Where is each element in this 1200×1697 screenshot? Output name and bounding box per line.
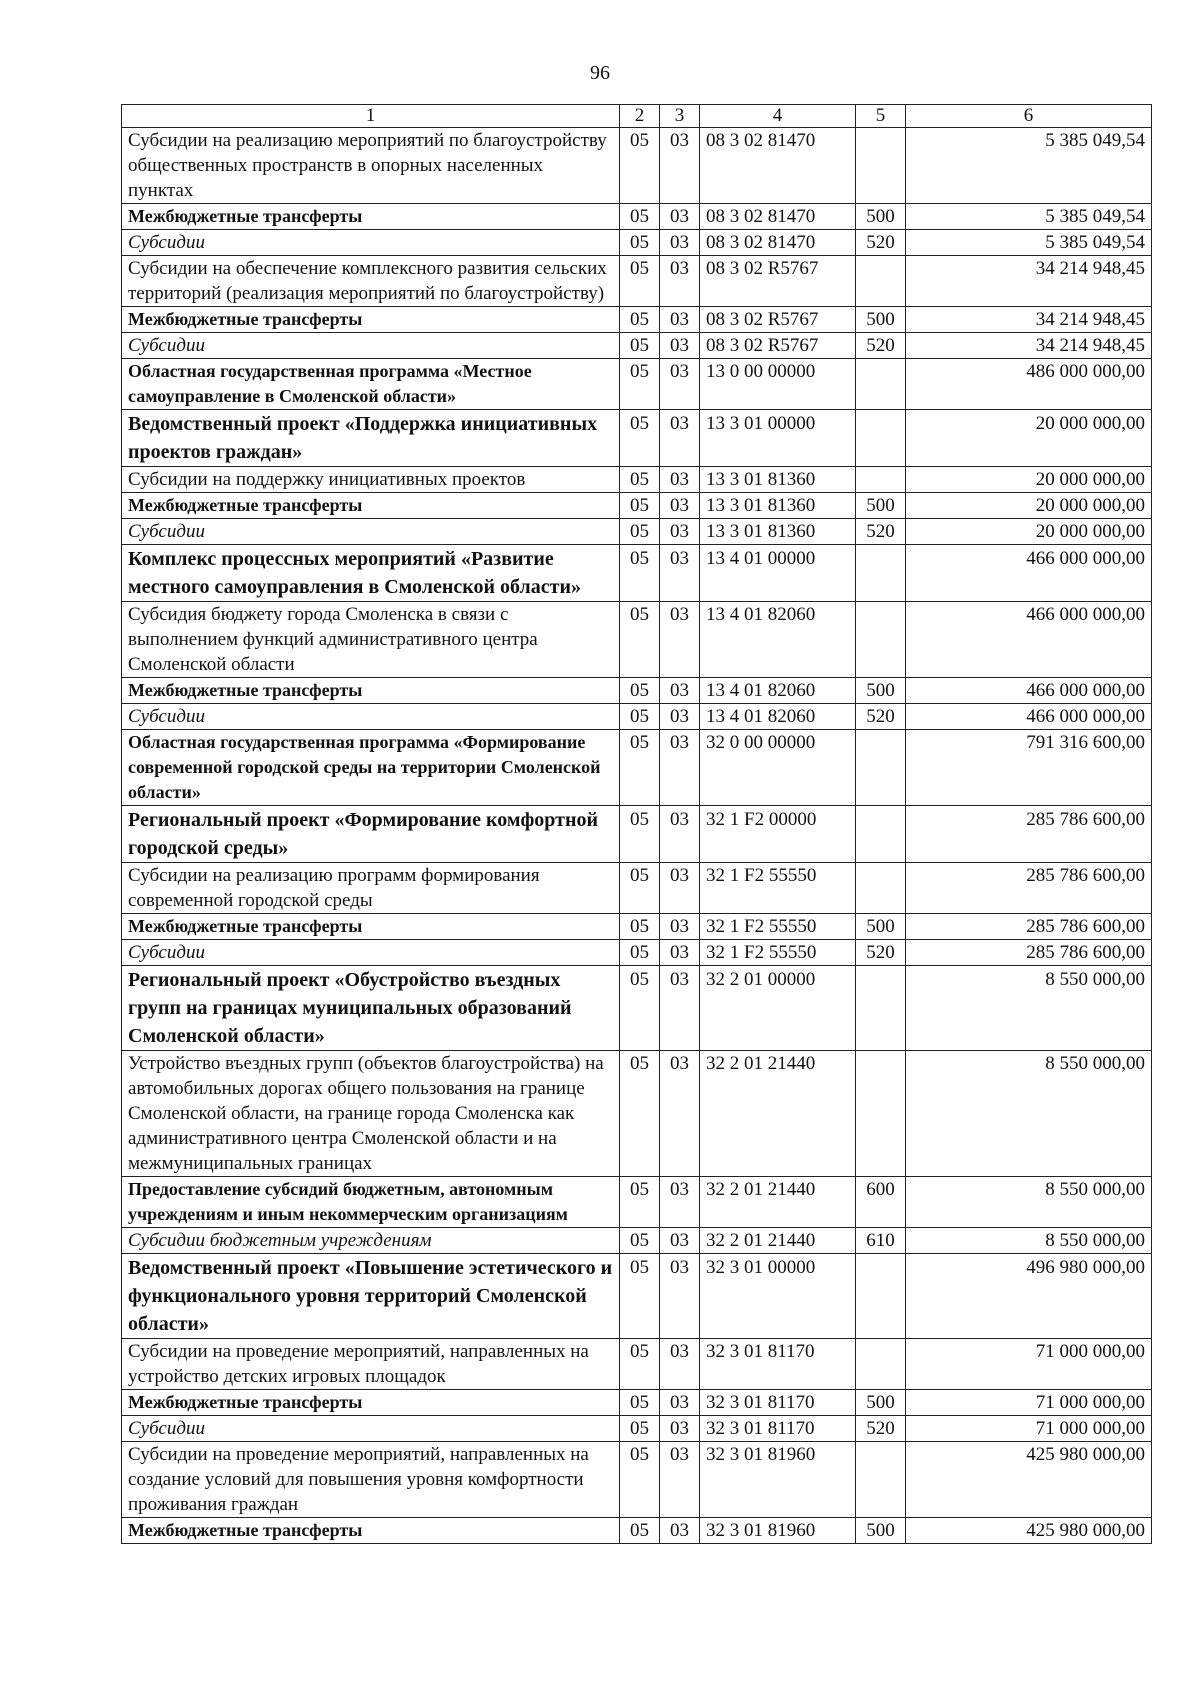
row-target: 13 3 01 81360 [700,493,856,519]
table-row [122,966,1152,1051]
row-sum: 425 980 000,00 [906,1442,1152,1518]
row-section: 05 [620,1518,660,1544]
row-section: 05 [620,467,660,493]
row-section: 05 [620,333,660,359]
row-subsection: 03 [660,1051,700,1177]
row-kind [856,359,906,410]
row-subsection: 03 [660,1442,700,1518]
table-row [122,307,1152,333]
row-target: 32 3 01 00000 [700,1254,856,1339]
row-target: 13 3 01 81360 [700,467,856,493]
row-sum: 20 000 000,00 [906,467,1152,493]
row-section: 05 [620,1177,660,1228]
row-subsection: 03 [660,704,700,730]
row-target: 32 2 01 00000 [700,966,856,1051]
table-body [122,128,1152,1544]
header-sum: 6 [906,105,1152,128]
table-row [122,1390,1152,1416]
row-sum: 20 000 000,00 [906,493,1152,519]
row-sum: 20 000 000,00 [906,519,1152,545]
row-subsection: 03 [660,519,700,545]
table-row [122,1254,1152,1339]
header-target: 4 [700,105,856,128]
row-sum: 466 000 000,00 [906,602,1152,678]
row-target: 32 3 01 81170 [700,1390,856,1416]
row-subsection: 03 [660,730,700,806]
row-section: 05 [620,863,660,914]
row-kind: 500 [856,1518,906,1544]
row-kind [856,128,906,204]
row-name: Субсидии [122,940,620,966]
row-kind [856,806,906,863]
row-kind: 520 [856,940,906,966]
table-row [122,806,1152,863]
table-row [122,704,1152,730]
row-name: Региональный проект «Обустройство въездных групп на границах муниципальных образований Смоленской области» [122,966,620,1051]
row-section: 05 [620,806,660,863]
row-sum: 8 550 000,00 [906,1177,1152,1228]
row-subsection: 03 [660,1518,700,1544]
row-target: 32 1 F2 55550 [700,914,856,940]
row-name: Межбюджетные трансферты [122,678,620,704]
row-sum: 8 550 000,00 [906,1228,1152,1254]
row-sum: 285 786 600,00 [906,806,1152,863]
row-target: 32 2 01 21440 [700,1051,856,1177]
row-subsection: 03 [660,1416,700,1442]
row-section: 05 [620,678,660,704]
table-row [122,1518,1152,1544]
row-kind: 520 [856,333,906,359]
table-row [122,1442,1152,1518]
row-sum: 20 000 000,00 [906,410,1152,467]
row-name: Областная государственная программа «Формирование современной городской среды на территории Смоленской области» [122,730,620,806]
row-kind [856,863,906,914]
row-kind: 500 [856,678,906,704]
row-name: Субсидии [122,333,620,359]
row-section: 05 [620,128,660,204]
row-kind: 520 [856,230,906,256]
row-name: Региональный проект «Формирование комфортной городской среды» [122,806,620,863]
row-name: Межбюджетные трансферты [122,1518,620,1544]
row-subsection: 03 [660,410,700,467]
row-section: 05 [620,1339,660,1390]
row-target: 32 1 F2 55550 [700,863,856,914]
row-subsection: 03 [660,467,700,493]
row-sum: 285 786 600,00 [906,914,1152,940]
row-section: 05 [620,493,660,519]
row-kind: 610 [856,1228,906,1254]
row-section: 05 [620,730,660,806]
row-sum: 71 000 000,00 [906,1390,1152,1416]
row-target: 32 1 F2 55550 [700,940,856,966]
row-name: Субсидии [122,1416,620,1442]
table-row [122,730,1152,806]
row-name: Субсидии на реализацию программ формирования современной городской среды [122,863,620,914]
row-name: Межбюджетные трансферты [122,914,620,940]
table-row [122,128,1152,204]
row-name: Субсидии на обеспечение комплексного развития сельских территорий (реализация мероприятий по благоустройству) [122,256,620,307]
row-name: Межбюджетные трансферты [122,493,620,519]
row-sum: 486 000 000,00 [906,359,1152,410]
row-section: 05 [620,940,660,966]
table-row [122,940,1152,966]
row-kind [856,467,906,493]
row-target: 08 3 02 81470 [700,204,856,230]
table-row [122,493,1152,519]
table-row [122,602,1152,678]
table-row [122,519,1152,545]
row-section: 05 [620,204,660,230]
row-name: Комплекс процессных мероприятий «Развитие местного самоуправления в Смоленской области» [122,545,620,602]
row-name: Субсидии на реализацию мероприятий по благоустройству общественных пространств в опорных населенных пунктах [122,128,620,204]
row-sum: 466 000 000,00 [906,678,1152,704]
row-target: 32 0 00 00000 [700,730,856,806]
table-row [122,1051,1152,1177]
row-subsection: 03 [660,1390,700,1416]
row-target: 32 3 01 81170 [700,1416,856,1442]
table-row [122,256,1152,307]
row-sum: 34 214 948,45 [906,333,1152,359]
header-kind: 5 [856,105,906,128]
row-kind [856,1339,906,1390]
row-target: 08 3 02 81470 [700,230,856,256]
row-target: 08 3 02 R5767 [700,307,856,333]
table-row [122,1228,1152,1254]
row-subsection: 03 [660,678,700,704]
row-section: 05 [620,1442,660,1518]
row-sum: 8 550 000,00 [906,966,1152,1051]
row-sum: 34 214 948,45 [906,307,1152,333]
row-kind: 500 [856,204,906,230]
header-section: 2 [620,105,660,128]
row-subsection: 03 [660,256,700,307]
table-row [122,545,1152,602]
budget-table [121,104,1152,1544]
row-target: 32 2 01 21440 [700,1177,856,1228]
row-target: 13 3 01 00000 [700,410,856,467]
row-name: Субсидия бюджету города Смоленска в связи с выполнением функций административного центра Смоленской области [122,602,620,678]
row-kind: 520 [856,704,906,730]
row-kind: 600 [856,1177,906,1228]
row-section: 05 [620,256,660,307]
row-kind [856,966,906,1051]
row-section: 05 [620,230,660,256]
row-name: Субсидии [122,519,620,545]
table-row [122,333,1152,359]
row-name: Областная государственная программа «Местное самоуправление в Смоленской области» [122,359,620,410]
table-header-row [122,105,1152,128]
table-row [122,359,1152,410]
row-kind [856,410,906,467]
row-subsection: 03 [660,128,700,204]
row-name: Межбюджетные трансферты [122,1390,620,1416]
row-subsection: 03 [660,545,700,602]
row-name: Субсидии на проведение мероприятий, направленных на устройство детских игровых площадок [122,1339,620,1390]
row-name: Субсидии на проведение мероприятий, направленных на создание условий для повышения уровня комфортности проживания граждан [122,1442,620,1518]
row-sum: 466 000 000,00 [906,545,1152,602]
row-subsection: 03 [660,863,700,914]
row-sum: 5 385 049,54 [906,128,1152,204]
row-section: 05 [620,914,660,940]
row-subsection: 03 [660,806,700,863]
row-kind [856,545,906,602]
row-name: Предоставление субсидий бюджетным, автономным учреждениям и иным некоммерческим организациям [122,1177,620,1228]
row-sum: 466 000 000,00 [906,704,1152,730]
row-sum: 425 980 000,00 [906,1518,1152,1544]
row-name: Субсидии на поддержку инициативных проектов [122,467,620,493]
row-section: 05 [620,307,660,333]
table-row [122,678,1152,704]
row-kind: 520 [856,1416,906,1442]
row-subsection: 03 [660,1228,700,1254]
row-target: 32 2 01 21440 [700,1228,856,1254]
row-section: 05 [620,359,660,410]
table-row [122,863,1152,914]
row-subsection: 03 [660,602,700,678]
row-section: 05 [620,519,660,545]
row-subsection: 03 [660,1254,700,1339]
row-target: 08 3 02 R5767 [700,256,856,307]
row-target: 13 3 01 81360 [700,519,856,545]
row-name: Субсидии [122,704,620,730]
row-kind [856,256,906,307]
row-subsection: 03 [660,307,700,333]
row-kind: 500 [856,493,906,519]
row-sum: 285 786 600,00 [906,940,1152,966]
row-name: Ведомственный проект «Повышение эстетического и функционального уровня территорий Смоленской области» [122,1254,620,1339]
row-name: Ведомственный проект «Поддержка инициативных проектов граждан» [122,410,620,467]
row-kind [856,602,906,678]
row-target: 13 4 01 00000 [700,545,856,602]
table-row [122,1339,1152,1390]
row-name: Устройство въездных групп (объектов благоустройства) на автомобильных дорогах общего пользования на границе Смоленской области, на границе города Смоленска как административного центра Смоленской области и на межмуниципальных границах [122,1051,620,1177]
row-target: 13 4 01 82060 [700,704,856,730]
row-section: 05 [620,1254,660,1339]
page-number: 96 [590,62,610,84]
row-kind: 500 [856,307,906,333]
row-kind [856,1051,906,1177]
table-row [122,230,1152,256]
row-sum: 496 980 000,00 [906,1254,1152,1339]
row-kind: 520 [856,519,906,545]
row-section: 05 [620,1390,660,1416]
table-row [122,467,1152,493]
row-sum: 5 385 049,54 [906,230,1152,256]
row-target: 32 3 01 81960 [700,1518,856,1544]
row-subsection: 03 [660,966,700,1051]
row-target: 32 3 01 81170 [700,1339,856,1390]
row-target: 13 0 00 00000 [700,359,856,410]
table-row [122,1416,1152,1442]
row-name: Межбюджетные трансферты [122,204,620,230]
row-section: 05 [620,1228,660,1254]
row-subsection: 03 [660,493,700,519]
row-section: 05 [620,410,660,467]
row-target: 13 4 01 82060 [700,602,856,678]
row-target: 32 1 F2 00000 [700,806,856,863]
row-subsection: 03 [660,333,700,359]
row-section: 05 [620,1416,660,1442]
row-kind: 500 [856,914,906,940]
row-sum: 34 214 948,45 [906,256,1152,307]
row-subsection: 03 [660,914,700,940]
row-target: 32 3 01 81960 [700,1442,856,1518]
row-subsection: 03 [660,1177,700,1228]
row-kind [856,1254,906,1339]
row-section: 05 [620,602,660,678]
row-name: Межбюджетные трансферты [122,307,620,333]
row-subsection: 03 [660,1339,700,1390]
row-target: 08 3 02 81470 [700,128,856,204]
row-subsection: 03 [660,359,700,410]
row-sum: 791 316 600,00 [906,730,1152,806]
row-section: 05 [620,545,660,602]
table-row [122,204,1152,230]
row-name: Субсидии бюджетным учреждениям [122,1228,620,1254]
table-row [122,914,1152,940]
header-subsection: 3 [660,105,700,128]
row-sum: 8 550 000,00 [906,1051,1152,1177]
row-sum: 5 385 049,54 [906,204,1152,230]
row-sum: 71 000 000,00 [906,1339,1152,1390]
row-section: 05 [620,1051,660,1177]
row-target: 08 3 02 R5767 [700,333,856,359]
row-kind: 500 [856,1390,906,1416]
row-subsection: 03 [660,940,700,966]
row-target: 13 4 01 82060 [700,678,856,704]
table-row [122,410,1152,467]
row-kind [856,1442,906,1518]
header-name: 1 [122,105,620,128]
row-sum: 71 000 000,00 [906,1416,1152,1442]
row-kind [856,730,906,806]
row-section: 05 [620,704,660,730]
table-row [122,1177,1152,1228]
row-subsection: 03 [660,230,700,256]
row-subsection: 03 [660,204,700,230]
row-name: Субсидии [122,230,620,256]
row-sum: 285 786 600,00 [906,863,1152,914]
row-section: 05 [620,966,660,1051]
